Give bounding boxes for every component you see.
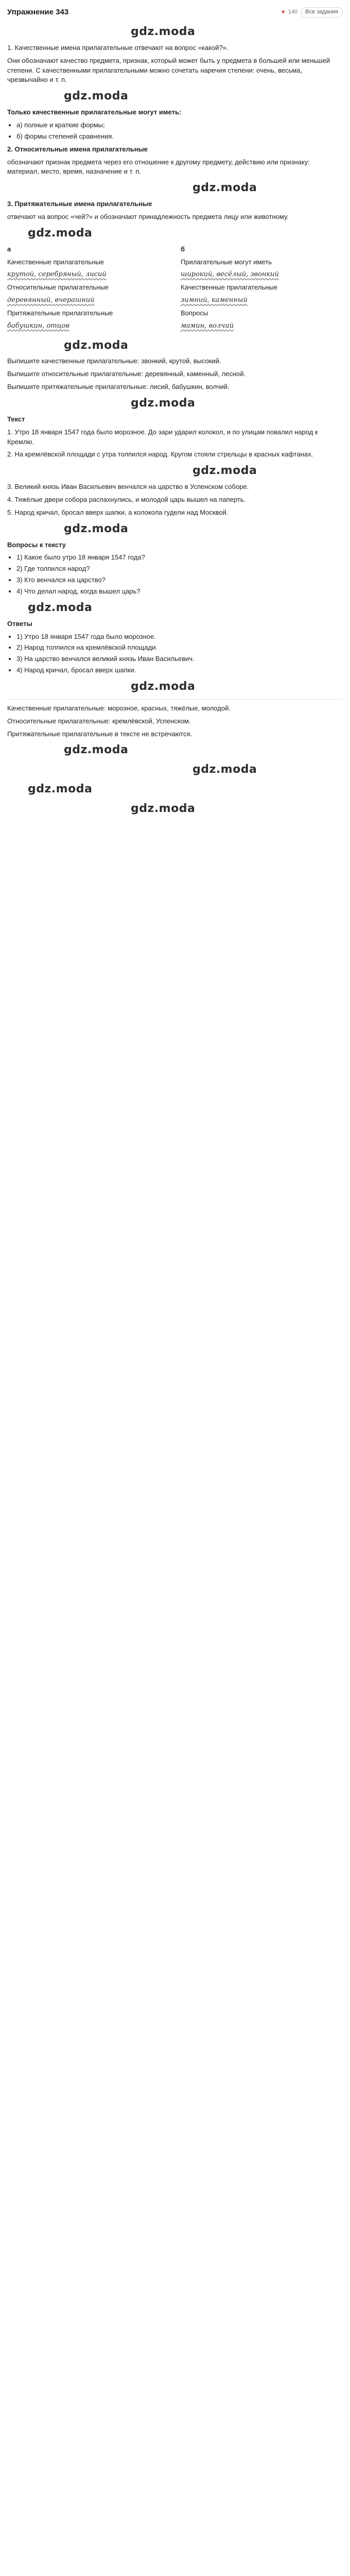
section-text: обозначают признак предмета через его отношение к другому предмету, действию или признаку: материал, место, время, назначение и т. п. bbox=[7, 158, 310, 176]
intro-p1: 1. Качественные имена прилагательные отвечают на вопрос «какой?». bbox=[7, 43, 229, 52]
column-line: Качественные прилагательные bbox=[181, 283, 277, 292]
task-paragraph: Выпишите качественные прилагательные: звонкий, крутой, высокий. bbox=[7, 357, 221, 365]
handwritten-example: крутой, серебряный, лисий bbox=[7, 270, 107, 279]
handwritten-example: широкий, весёлый, звонкий bbox=[181, 270, 279, 279]
conclusion-line: Качественные прилагательные: морозное, красных, тяжёлые, молодой. bbox=[7, 704, 231, 712]
column-line: Качественные прилагательные bbox=[7, 258, 104, 266]
section-title: 3. Притяжательные имена прилагательные bbox=[7, 200, 152, 208]
text-paragraph: 4. Тяжёлые двери собора распахнулись, и молодой царь вышел на паперть. bbox=[7, 496, 246, 504]
divider bbox=[7, 699, 343, 700]
text-paragraph: 3. Великий князь Иван Васильевич венчался на царство в Успенском соборе. bbox=[7, 483, 249, 491]
list-item: • б) формы степеней сравнения. bbox=[16, 132, 343, 142]
list-item: • 2) Где толпился народ? bbox=[16, 564, 343, 574]
column-line: Относительные прилагательные bbox=[7, 283, 109, 292]
column-right bbox=[181, 245, 343, 334]
list-item: • 1) Какое было утро 18 января 1547 года? bbox=[16, 553, 343, 563]
section-title: 2. Относительные имена прилагательные bbox=[7, 145, 148, 153]
handwritten-example: зимний, каменный bbox=[181, 296, 248, 304]
conclusion-line: Относительные прилагательные: кремлёвской, Успенском. bbox=[7, 717, 191, 725]
header bbox=[7, 4, 343, 21]
column-line: Притяжательные прилагательные bbox=[7, 309, 113, 317]
intro-p2: Они обозначают качество предмета, признак, который может быть у предмета в большей или меньшей степени. С качественными прилагательными можно сочетать наречия степени: очень, весьма, чрезвычайно и т. п. bbox=[7, 56, 330, 84]
column-line: Вопросы bbox=[181, 309, 208, 317]
section-text: отвечают на вопрос «чей?» и обозначают принадлежность предмета лицу или животному. bbox=[7, 212, 289, 221]
handwritten-example: деревянный, вчерашний bbox=[7, 296, 95, 304]
column-line: Прилагательные могут иметь bbox=[181, 258, 272, 266]
text-paragraph: 2. На кремлёвской площади с утра толпился народ. Кругом стояли стрельцы в красных кафтанах. bbox=[7, 450, 313, 459]
list-item: • 4) Что делал народ, когда вышел царь? bbox=[16, 587, 343, 597]
questions-list bbox=[7, 553, 343, 596]
list-item: • а) полные и краткие формы; bbox=[16, 121, 343, 130]
task-paragraph: Выпишите относительные прилагательные: деревянный, каменный, лесной. bbox=[7, 370, 246, 378]
watermark: gdz.moda bbox=[131, 680, 196, 693]
questions-title: Вопросы к тексту bbox=[7, 540, 66, 549]
watermark: gdz.moda bbox=[64, 743, 129, 757]
all-tasks-link[interactable]: Все задания bbox=[301, 7, 343, 18]
section-title: Только качественные прилагательные могут иметь: bbox=[7, 108, 182, 116]
watermark: gdz.moda bbox=[192, 763, 257, 776]
answers-list bbox=[7, 632, 343, 675]
column-left bbox=[7, 245, 169, 334]
text-title: Текст bbox=[7, 415, 25, 423]
watermark: gdz.moda bbox=[131, 802, 196, 816]
handwritten-example: бабушкин, отцов bbox=[7, 321, 70, 330]
watermark: gdz.moda bbox=[28, 601, 93, 614]
watermark: gdz.moda bbox=[192, 181, 257, 195]
two-columns bbox=[7, 245, 343, 334]
watermark: gdz.moda bbox=[131, 397, 196, 410]
answers-title: Ответы bbox=[7, 619, 32, 628]
likes-area bbox=[282, 7, 343, 18]
watermark: gdz.moda bbox=[64, 338, 129, 352]
text-paragraph: 1. Утро 18 января 1547 года было морозное. До зари ударил колокол, и по улицам повалил народ к Кремлю. bbox=[7, 428, 318, 446]
watermark: gdz.moda bbox=[28, 226, 93, 240]
heart-icon[interactable]: ♥ bbox=[281, 8, 285, 16]
watermark: gdz.moda bbox=[64, 522, 129, 535]
section-list bbox=[7, 121, 343, 142]
conclusion-line: Притяжательные прилагательные в тексте не встречаются. bbox=[7, 730, 192, 738]
list-item: • 4) Народ кричал, бросал вверх шапки. bbox=[16, 666, 343, 675]
list-item: • 3) На царство венчался великий князь Иван Васильевич. bbox=[16, 654, 343, 664]
watermark: gdz.moda bbox=[64, 90, 129, 103]
watermark: gdz.moda bbox=[131, 25, 196, 38]
column-heading: б bbox=[181, 245, 185, 253]
watermark: gdz.moda bbox=[28, 783, 93, 796]
text-paragraph: 5. Народ кричал, бросал вверх шапки, а колокола гудели над Москвой. bbox=[7, 508, 229, 516]
handwritten-example: мамин, волчий bbox=[181, 321, 234, 330]
column-heading: а bbox=[7, 245, 11, 253]
list-item: • 2) Народ толпился на кремлёвской площади. bbox=[16, 643, 343, 653]
list-item: • 3) Кто венчался на царство? bbox=[16, 575, 343, 585]
task-paragraph: Выпишите притяжательные прилагательные: лисий, бабушкин, волчий. bbox=[7, 383, 230, 391]
list-item: • 1) Утро 18 января 1547 года было морозное. bbox=[16, 632, 343, 642]
page-title: Упражнение 343 bbox=[7, 8, 69, 17]
watermark: gdz.moda bbox=[192, 464, 257, 478]
likes-count: 140 bbox=[288, 9, 298, 15]
